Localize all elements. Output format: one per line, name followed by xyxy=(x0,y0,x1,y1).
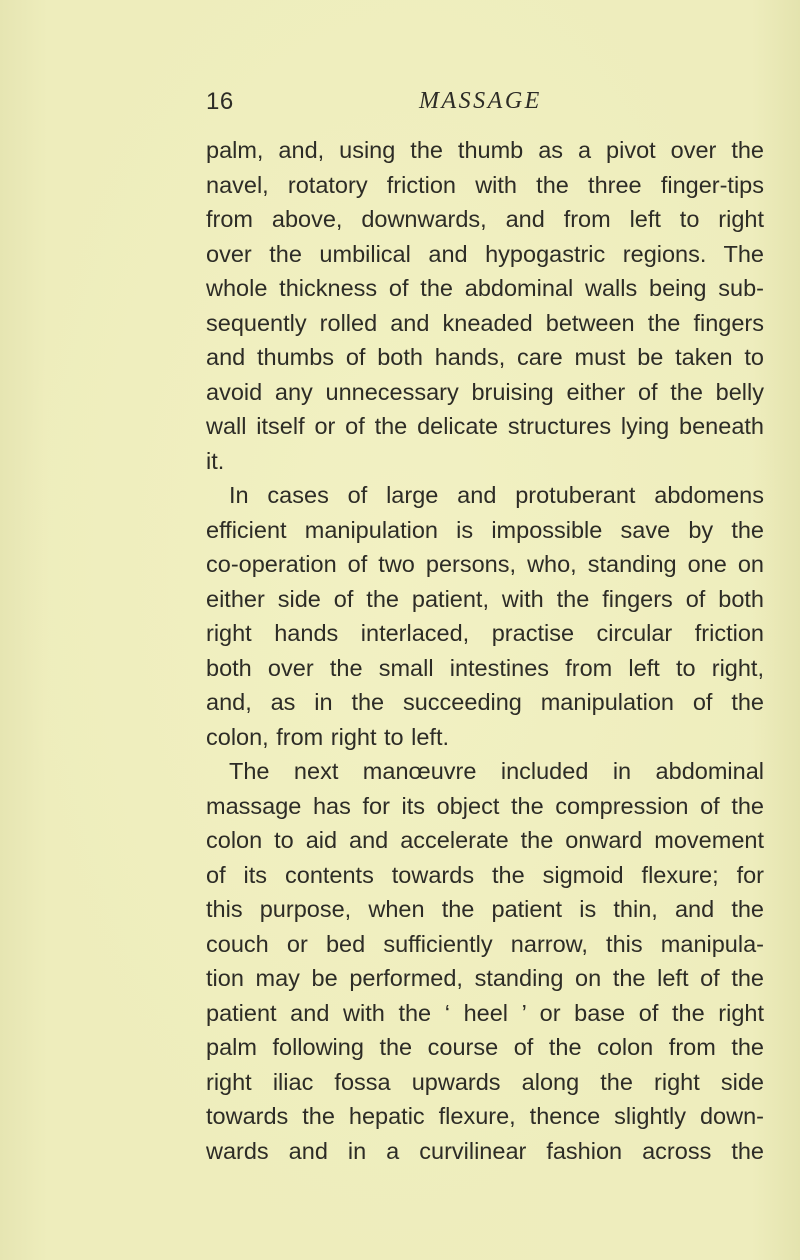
text-line: wards and in a curvilinear fashion across the xyxy=(206,1137,764,1164)
paragraph-start-line: The next manœuvre included in abdominal xyxy=(229,758,764,784)
text-line: sequently rolled and kneaded between the fingers xyxy=(206,309,764,336)
paragraph-end-line: colon, from right to left. xyxy=(206,723,450,750)
text-line: palm following the course of the colon from the xyxy=(206,1034,764,1060)
paragraph-end-line: it. xyxy=(206,447,225,474)
running-title: MASSAGE xyxy=(419,88,542,114)
page-number: 16 xyxy=(206,88,234,115)
paragraph-start-line: In cases of large and protuberant abdomens xyxy=(229,482,764,508)
text-line: and thumbs of both hands, care must be taken to xyxy=(206,344,764,370)
text-line: co-operation of two persons, who, standing one on xyxy=(206,551,764,577)
text-line: wall itself or of the delicate structures lying beneath xyxy=(206,413,764,439)
body-text xyxy=(206,133,764,1168)
text-line: and, as in the succeeding manipulation of the xyxy=(206,689,764,715)
page-header xyxy=(206,88,551,122)
text-line: navel, rotatory friction with the three finger-tips xyxy=(206,171,764,198)
text-line: tion may be performed, standing on the left of the xyxy=(206,965,764,991)
text-line: either side of the patient, with the fingers of both xyxy=(206,585,764,612)
text-line: colon to aid and accelerate the onward movement xyxy=(206,827,764,853)
text-line: avoid any unnecessary bruising either of the belly xyxy=(206,378,764,405)
text-line: of its contents towards the sigmoid flexure; for xyxy=(206,861,764,888)
text-line: over the umbilical and hypogastric regions. The xyxy=(206,240,764,267)
text-line: efficient manipulation is impossible save by the xyxy=(206,516,764,543)
text-line: towards the hepatic flexure, thence slightly down- xyxy=(206,1103,764,1129)
text-line: right hands interlaced, practise circular friction xyxy=(206,620,764,646)
text-line: massage has for its object the compression of the xyxy=(206,792,764,819)
text-line: couch or bed sufficiently narrow, this manipula- xyxy=(206,930,764,957)
text-line: palm, and, using the thumb as a pivot over the xyxy=(206,137,764,163)
text-line: this purpose, when the patient is thin, and the xyxy=(206,896,764,922)
text-line: both over the small intestines from left to right, xyxy=(206,654,764,681)
text-line: right iliac fossa upwards along the right side xyxy=(206,1068,764,1095)
text-line: from above, downwards, and from left to right xyxy=(206,206,764,232)
text-line: whole thickness of the abdominal walls being sub- xyxy=(206,275,764,301)
text-line: patient and with the ‘ heel ’ or base of the right xyxy=(206,999,764,1026)
